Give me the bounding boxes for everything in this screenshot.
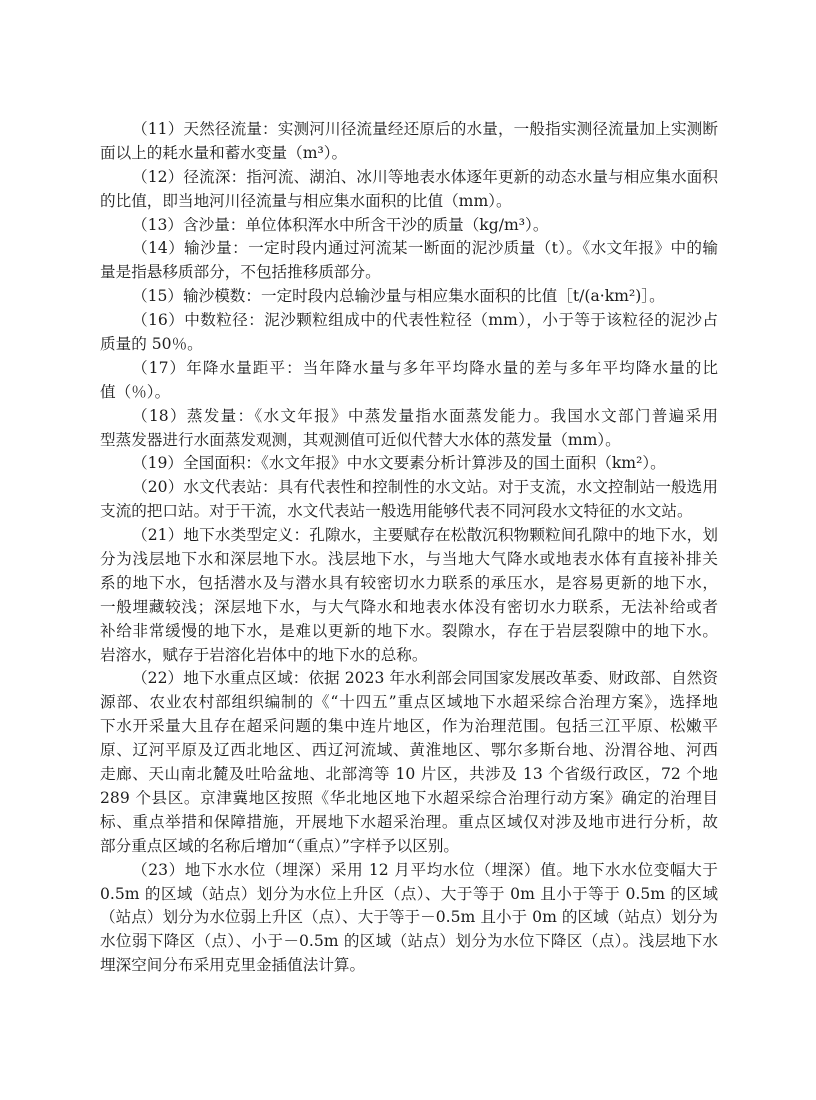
- paragraph-15: [100, 285, 718, 309]
- paragraph-line: （站点）划分为水位弱上升区（点）、大于等于－0.5m 且小于 0m 的区域（站点）划分为: [100, 908, 718, 927]
- paragraph-line: 补给非常缓慢的地下水，是难以更新的地下水。裂隙水，存在于岩层裂隙中的地下水。: [100, 621, 718, 640]
- paragraph-line: （15）输沙模数：一定时段内总输沙量与相应集水面积的比值［t/(a·km²)］。: [132, 287, 665, 306]
- paragraph-line: 一般埋藏较浅；深层地下水，与大气降水和地表水体没有密切水力联系，无法补给或者: [100, 597, 718, 616]
- paragraph-12: [100, 166, 718, 214]
- body-text: [100, 118, 718, 978]
- paragraph-line: 面以上的耗水量和蓄水变量（m³）。: [100, 143, 348, 162]
- paragraph-19: [100, 452, 718, 476]
- paragraph-14: [100, 237, 718, 285]
- paragraph-20: [100, 476, 718, 524]
- paragraph-line: （18）蒸发量：《水文年报》中蒸发量指水面蒸发能力。我国水文部门普遍采用: [132, 406, 718, 425]
- paragraph-line: （22）地下水重点区域：依据 2023 年水利部会同国家发展改革委、财政部、自然资: [132, 669, 718, 688]
- paragraph-line: 质量的 50％。: [100, 335, 203, 354]
- paragraph-line: （21）地下水类型定义：孔隙水，主要赋存在松散沉积物颗粒间孔隙中的地下水，划: [132, 526, 718, 545]
- paragraph-line: 的比值，即当地河川径流量与相应集水面积的比值（mm）。: [100, 191, 512, 210]
- paragraph-line: （16）中数粒径：泥沙颗粒组成中的代表性粒径（mm），小于等于该粒径的泥沙占: [132, 311, 718, 330]
- paragraph-line: （11）天然径流量：实测河川径流量经还原后的水量，一般指实测径流量加上实测断: [132, 120, 718, 138]
- paragraph-line: （17）年降水量距平：当年降水量与多年平均降水量的差与多年平均降水量的比: [132, 358, 718, 377]
- paragraph-line: 水位弱下降区（点）、小于－0.5m 的区域（站点）划分为水位下降区（点）。浅层地下水: [100, 932, 718, 951]
- paragraph-16: [100, 309, 718, 357]
- paragraph-line: （20）水文代表站：具有代表性和控制性的水文站。对于支流，水文控制站一般选用: [132, 478, 718, 497]
- paragraph-line: （13）含沙量：单位体积浑水中所含干沙的质量（kg/m³）。: [132, 215, 549, 234]
- paragraph-line: 量是指悬移质部分，不包括推移质部分。: [100, 263, 381, 282]
- paragraph-22: [100, 667, 718, 858]
- paragraph-13: [100, 214, 718, 238]
- paragraph-line: 原、辽河平原及辽西北地区、西辽河流域、黄淮地区、鄂尔多斯台地、汾渭谷地、河西: [100, 741, 718, 760]
- paragraph-line: （19）全国面积：《水文年报》中水文要素分析计算涉及的国土面积（km²）。: [132, 454, 666, 473]
- paragraph-line: 系的地下水，包括潜水及与潜水具有较密切水力联系的承压水，是容易更新的地下水，: [100, 573, 718, 592]
- paragraph-line: （14）输沙量：一定时段内通过河流某一断面的泥沙质量（t）。《水文年报》中的输: [132, 239, 718, 258]
- paragraph-21: [100, 524, 718, 667]
- paragraph-line: 289 个县区。京津冀地区按照《华北地区地下水超采综合治理行动方案》确定的治理目: [100, 788, 718, 807]
- paragraph-line: 岩溶水，赋存于岩溶化岩体中的地下水的总称。: [100, 645, 428, 664]
- paragraph-line: 型蒸发器进行水面蒸发观测，其观测值可近似代替大水体的蒸发量（mm）。: [100, 430, 621, 449]
- paragraph-line: 支流的把口站。对于干流，水文代表站一般选用能够代表不同河段水文特征的水文站。: [100, 502, 693, 521]
- paragraph-23: [100, 859, 718, 978]
- paragraph-line: 部分重点区域的名称后增加“（重点）”字样予以区别。: [100, 836, 460, 855]
- paragraph-line: 下水开采量大且存在超采问题的集中连片地区，作为治理范围。包括三江平原、松嫩平: [100, 717, 718, 736]
- paragraph-17: [100, 357, 718, 405]
- paragraph-11: [100, 118, 718, 166]
- paragraph-line: 源部、农业农村部组织编制的《“十四五”重点区域地下水超采综合治理方案》，选择地: [100, 693, 718, 712]
- paragraph-18: [100, 405, 718, 453]
- paragraph-line: 值（％）。: [100, 382, 171, 401]
- paragraph-line: （23）地下水水位（埋深）采用 12 月平均水位（埋深）值。地下水水位变幅大于: [132, 860, 718, 879]
- paragraph-line: 走廊、天山南北麓及吐哈盆地、北部湾等 10 片区，共涉及 13 个省级行政区，72 个地: [100, 765, 718, 784]
- paragraph-line: 分为浅层地下水和深层地下水。浅层地下水，与当地大气降水或地表水体有直接补排关: [100, 550, 718, 569]
- paragraph-line: （12）径流深：指河流、湖泊、冰川等地表水体逐年更新的动态水量与相应集水面积: [132, 167, 718, 186]
- paragraph-line: 标、重点举措和保障措施，开展地下水超采治理。重点区域仅对涉及地市进行分析，故: [100, 812, 718, 831]
- paragraph-line: 0.5m 的区域（站点）划分为水位上升区（点）、大于等于 0m 且小于等于 0.5m 的区域: [100, 884, 718, 903]
- paragraph-line: 埋深空间分布采用克里金插值法计算。: [100, 956, 366, 975]
